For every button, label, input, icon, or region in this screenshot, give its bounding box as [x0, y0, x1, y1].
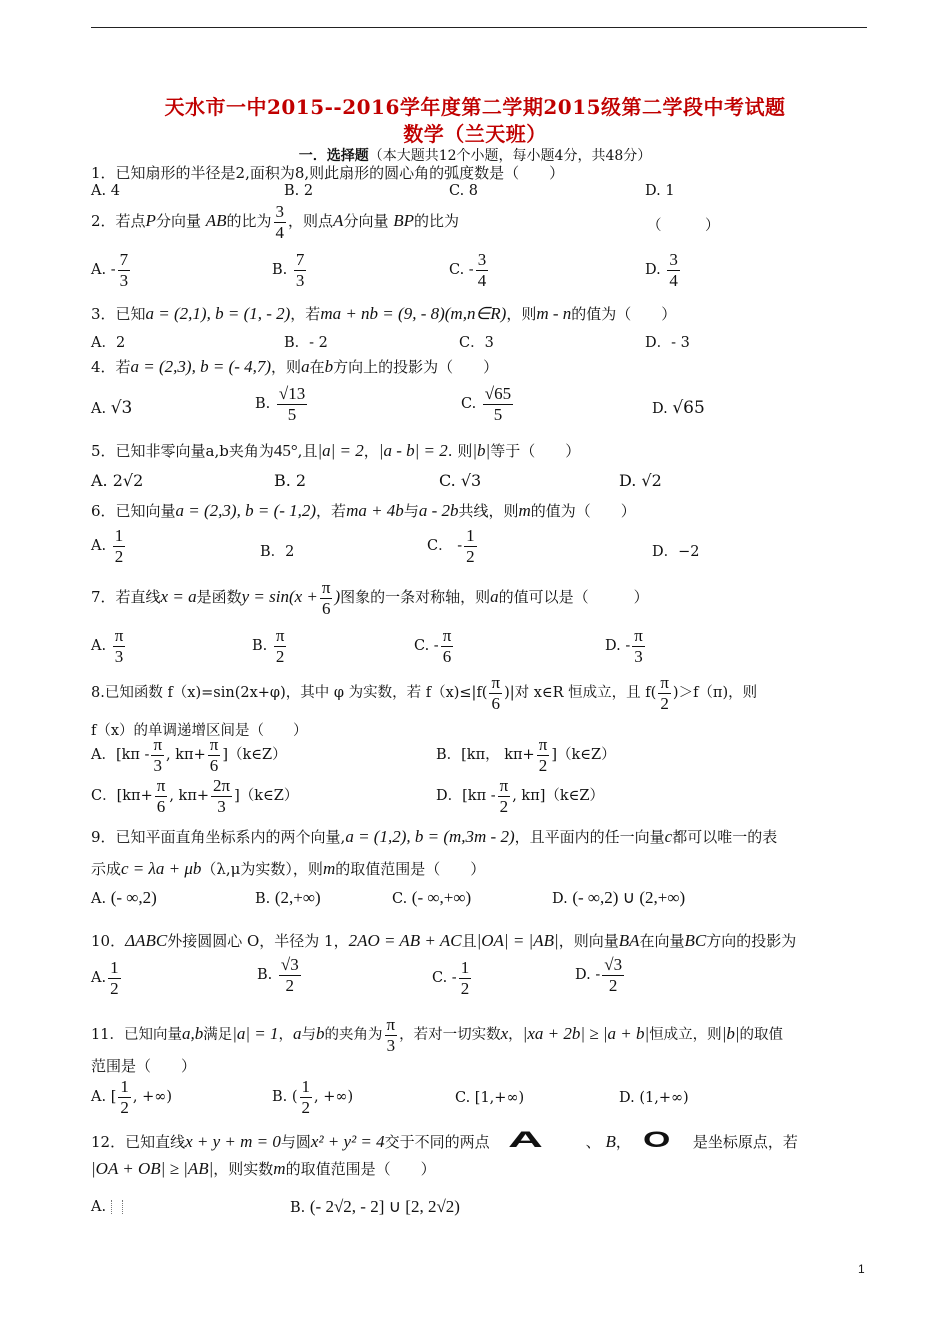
q5-option-b: B. 2 [274, 471, 307, 490]
top-rule [91, 27, 867, 28]
q2-option-c: C. - $\frac{3}{4}$ [449, 250, 487, 290]
q1-option-a: A. 4 [91, 183, 120, 199]
q9-option-b: B. (2,+∞) [255, 888, 321, 907]
q9-option-c: C. (- ∞,+∞) [392, 888, 472, 907]
q2-option-d: D. $\frac{3}{4}$ [645, 250, 678, 290]
q3-option-d: D．- 3 [645, 335, 690, 351]
garbled-formula-glyph [111, 1200, 123, 1214]
q11-option-b: B. ( $\frac{1}{2}$ , +∞) [272, 1077, 354, 1117]
q1-option-d: D. 1 [645, 183, 675, 199]
q8-option-d: D．[kπ - $\frac{\pi}{2}$ , kπ]（k∈Z） [436, 776, 604, 816]
question-3-stem: 3．已知a = (2,1), b = (1, - 2)，若ma + nb = (9, - 8)(m,n∈R)，则m - n的值为（ ） [91, 304, 677, 323]
question-11-line-2: 范围是（ ） [91, 1057, 197, 1075]
q8-option-c: C．[kπ+ $\frac{\pi}{6}$ , kπ+ $\frac{2\pi}{3}$ ]（k∈Z） [91, 776, 299, 816]
q7-option-d: D. - $\frac{\pi}{3}$ [605, 626, 643, 666]
q4-option-c: C. $\frac{√65}{5}$ [461, 384, 512, 424]
question-6-stem: 6．已知向量a = (2,3), b = (- 1,2)，若ma + 4b与a - 2b共线，则m的值为（ ） [91, 501, 636, 520]
q4-option-d: D. √65 [652, 398, 705, 418]
q10-option-b: B. $\frac{√3}{2}$ [257, 955, 299, 995]
q1-option-c: C. 8 [449, 183, 479, 199]
q1-option-b: B. 2 [284, 183, 314, 199]
q7-option-a: A. $\frac{\pi}{3}$ [91, 626, 124, 666]
q6-option-a: A. $\frac{1}{2}$ [91, 526, 124, 566]
q2-option-b: B. $\frac{7}{3}$ [272, 250, 305, 290]
q5-option-c: C. √3 [439, 471, 482, 490]
q8-option-a: A．[kπ - $\frac{\pi}{3}$ , kπ+ $\frac{\pi}{6}$ ]（k∈Z） [91, 735, 287, 775]
q9-option-d: D. (- ∞,2) ∪ (2,+∞) [552, 888, 686, 907]
q11-option-d: D. (1,+∞) [619, 1090, 689, 1106]
q11-option-c: C. [1,+∞) [455, 1090, 525, 1106]
q5-option-d: D. √2 [619, 471, 662, 490]
point-o-glyph: O [642, 1127, 671, 1152]
q10-option-a: A. $\frac{1}{2}$ [91, 958, 119, 998]
q2-answer-paren: （ ） [647, 218, 720, 234]
q3-option-a: A．2 [91, 335, 126, 351]
question-8-line-1: 8.已知函数 f（x)=sin(2x+φ)，其中 φ 为实数，若 f（x)≤|f( $\frac{\pi}{6}$ )|对 x∈R 恒成立，且 f( $\frac{\pi}{2}$ )＞f（π)，则 [91, 673, 758, 713]
q5-option-a: A. 2√2 [91, 471, 144, 490]
q3-option-b: B．- 2 [284, 335, 328, 351]
question-12-line-1: 12．已知直线x + y + m = 0与圆x² + y² = 4交于不同的两点 A 、 B， O 是坐标原点，若 [91, 1127, 798, 1152]
q3-option-c: C．3 [459, 335, 494, 351]
q11-option-a: A. [ $\frac{1}{2}$ , +∞) [91, 1077, 172, 1117]
question-2-stem: 2．若点P分向量 AB的比为 $\frac{3}{4}$ ，则点A分向量 BP的比为 [91, 202, 460, 242]
q4-option-a: A. √3 [91, 398, 133, 418]
section-number: 一．选择题 [298, 148, 369, 164]
q9-option-a: A. (- ∞,2) [91, 888, 157, 907]
question-9-line-1: 9．已知平面直角坐标系内的两个向量,a = (1,2), b = (m,3m - 2)，且平面内的任一向量c都可以唯一的表 [91, 827, 778, 846]
question-4-stem: 4．若a = (2,3), b = (- 4,7)，则a在b方向上的投影为（ ） [91, 357, 499, 376]
q10-option-d: D. - $\frac{√3}{2}$ [575, 955, 623, 995]
section-note: （本大题共12个小题，每小题4分，共48分） [368, 148, 652, 164]
question-10-stem: 10．ΔABC外接圆圆心 O，半径为 1，2AO = AB + AC且|OA| = |AB|，则向量BA在向量BC方向的投影为 [91, 931, 797, 950]
q10-option-c: C. - $\frac{1}{2}$ [432, 958, 470, 998]
question-12-line-2: |OA + OB| ≥ |AB|，则实数m的取值范围是（ ） [91, 1159, 436, 1178]
q6-option-c: C． - $\frac{1}{2}$ [427, 526, 475, 566]
point-a-glyph: A [507, 1127, 543, 1152]
question-9-line-2: 示成c = λa + μb（λ,μ为实数），则m的取值范围是（ ） [91, 859, 486, 878]
question-1-stem: 1．已知扇形的半径是2,面积为8,则此扇形的圆心角的弧度数是（ ） [91, 164, 565, 182]
q12-option-b: B. (- 2√2, - 2] ∪ [2, 2√2) [290, 1197, 460, 1216]
question-8-line-2: f（x）的单调递增区间是（ ） [91, 723, 308, 739]
q8-option-b: B．[kπ， kπ+ $\frac{\pi}{2}$ ]（k∈Z） [436, 735, 616, 775]
q6-option-d: D．−2 [652, 544, 700, 560]
question-7-stem: 7．若直线x = a是函数y = sin(x + $\frac{\pi}{6}$ )图象的一条对称轴，则a的值可以是（ ） [91, 578, 649, 618]
exam-subtitle: 数学（兰天班） [403, 122, 547, 146]
q7-option-b: B. $\frac{\pi}{2}$ [252, 626, 285, 666]
page-number: 1 [858, 1262, 865, 1276]
q4-option-b: B. $\frac{√13}{5}$ [255, 384, 306, 424]
question-11-line-1: 11．已知向量a,b满足|a| = 1，a与b的夹角为 $\frac{\pi}{3}$ ，若对一切实数x，|xa + 2b| ≥ |a + b|恒成立，则|b|的取值 [91, 1015, 784, 1055]
q12-option-a: A. [91, 1199, 123, 1215]
q2-option-a: A. - $\frac{7}{3}$ [91, 250, 129, 290]
q7-option-c: C. - $\frac{\pi}{6}$ [414, 626, 452, 666]
exam-title: 天水市一中2015--2016学年度第二学期2015级第二学段中考试题 [164, 95, 786, 119]
question-5-stem: 5．已知非零向量a,b夹角为45°,且|a| = 2，|a - b| = 2. 则|b|等于（ ） [91, 441, 581, 460]
q6-option-b: B．2 [260, 544, 295, 560]
